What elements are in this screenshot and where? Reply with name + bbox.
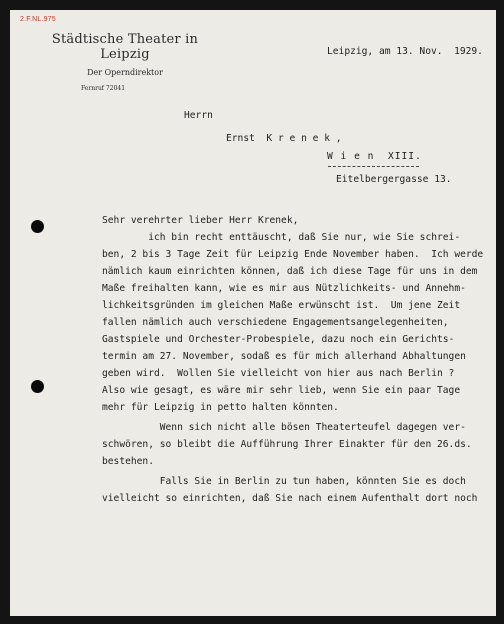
letter-date: Leipzig, am 13. Nov. 1929.: [327, 46, 483, 57]
letterhead-name: Städtische Theater in Leipzig: [51, 32, 199, 62]
body-line: ben, 2 bis 3 Tage Zeit für Leipzig Ende November haben. Ich werde: [102, 249, 484, 260]
body-line: ich bin recht enttäuscht, daß Sie nur, wie Sie schrei-: [102, 232, 461, 243]
body-line: schwören, so bleibt die Aufführung Ihrer Einakter für den 26.ds.: [102, 439, 472, 450]
body-line: bestehen.: [102, 456, 154, 467]
recipient-street: Eitelbergergasse 13.: [336, 174, 452, 185]
body-line: Maße freihalten kann, wie es mir aus Nützlichkeits- und Annehm-: [102, 283, 466, 294]
letterhead-phone: Fernruf 72041: [80, 85, 126, 92]
body-line: Falls Sie in Berlin zu tun haben, könnten Sie es doch: [102, 476, 466, 487]
letterhead: [40, 32, 210, 92]
punch-hole: [31, 380, 44, 393]
city-underline: [328, 166, 419, 167]
body-line: termin am 27. November, sodaß es für mich allerhand Abhaltungen: [102, 351, 466, 362]
punch-hole: [31, 220, 44, 233]
body-line: Also wie gesagt, es wäre mir sehr lieb, wenn Sie ein paar Tage: [102, 385, 461, 396]
letter-body: [102, 212, 484, 507]
recipient-salutation: Herrn: [184, 110, 213, 121]
body-line: fallen nämlich auch verschiedene Engagementsangelegenheiten,: [102, 317, 449, 328]
body-line: Wenn sich nicht alle bösen Theaterteufel dagegen ver-: [102, 422, 466, 433]
body-line: Gastspiele und Orchester-Probespiele, dazu noch ein Gerichts-: [102, 334, 455, 345]
body-line: vielleicht so einrichten, daß Sie nach einem Aufenthalt dort noch: [102, 493, 478, 504]
letter-page: [10, 10, 496, 616]
recipient-name: Ernst K r e n e k ,: [226, 133, 342, 144]
archive-mark: 2.F.NL.975: [20, 16, 56, 23]
body-line: geben wird. Wollen Sie vielleicht von hier aus nach Berlin ?: [102, 368, 455, 379]
body-line: Sehr verehrter lieber Herr Krenek,: [102, 215, 299, 226]
letterhead-department: Der Operndirektor: [87, 68, 163, 77]
body-line: lichkeitsgründen im gleichen Maße erwünscht ist. Um jene Zeit: [102, 300, 461, 311]
body-line: nämlich kaum einrichten können, daß ich diese Tage für uns in dem: [102, 266, 478, 277]
recipient-city: W i e n XIII.: [327, 151, 422, 162]
body-line: mehr für Leipzig in petto halten könnten.: [102, 402, 339, 413]
